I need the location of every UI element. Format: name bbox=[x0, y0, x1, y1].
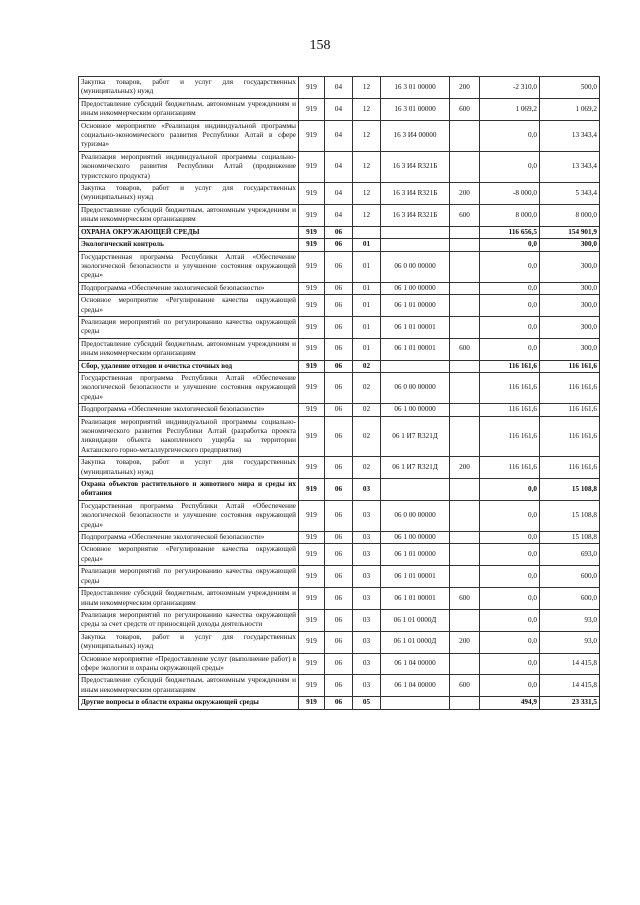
section-code-cell: 06 bbox=[325, 653, 353, 675]
section-code-cell: 06 bbox=[325, 316, 353, 338]
amount-total-cell: 154 901,9 bbox=[540, 226, 600, 238]
subsection-code-cell bbox=[353, 226, 381, 238]
amount-change-cell: 0,0 bbox=[480, 239, 540, 251]
subsection-code-cell: 01 bbox=[353, 239, 381, 251]
item-name-cell: Государственная программа Республики Алтай «Обеспечение экологической безопасности и улучшение состояния окружающей среды» bbox=[79, 500, 299, 531]
subsection-code-cell: 03 bbox=[353, 479, 381, 501]
target-article-cell: 16 3 И4 00000 bbox=[381, 120, 450, 151]
amount-change-cell: 116 161,6 bbox=[480, 360, 540, 372]
amount-total-cell: 14 415,8 bbox=[540, 675, 600, 697]
expense-type-cell bbox=[450, 609, 480, 631]
expense-type-cell: 600 bbox=[450, 338, 480, 360]
item-name-cell: Подпрограмма «Обеспечение экологической безопасности» bbox=[79, 532, 299, 544]
table-row bbox=[79, 372, 600, 403]
amount-total-cell: 93,0 bbox=[540, 631, 600, 653]
table-row bbox=[79, 282, 600, 294]
expense-type-cell bbox=[450, 226, 480, 238]
section-code-cell: 04 bbox=[325, 183, 353, 205]
page-number: 158 bbox=[309, 38, 331, 53]
table-row bbox=[79, 204, 600, 226]
amount-change-cell: 0,0 bbox=[480, 609, 540, 631]
grbs-code-cell: 919 bbox=[299, 457, 325, 479]
subsection-code-cell: 02 bbox=[353, 372, 381, 403]
amount-change-cell: 494,9 bbox=[480, 697, 540, 709]
section-code-cell: 06 bbox=[325, 251, 353, 282]
target-article-cell: 06 1 00 00000 bbox=[381, 532, 450, 544]
item-name-cell: Реализация мероприятий индивидуальной программы социально-экономического развития Республики Алтай (продвижение туристского продукта) bbox=[79, 151, 299, 182]
table-row bbox=[79, 360, 600, 372]
item-name-cell: Предоставление субсидий бюджетным, автономным учреждениям и иным некоммерческим организациям bbox=[79, 98, 299, 120]
expense-type-cell bbox=[450, 239, 480, 251]
expense-type-cell bbox=[450, 697, 480, 709]
subsection-code-cell: 01 bbox=[353, 251, 381, 282]
expense-type-cell: 600 bbox=[450, 588, 480, 610]
amount-change-cell: 0,0 bbox=[480, 653, 540, 675]
section-code-cell: 06 bbox=[325, 675, 353, 697]
table-row bbox=[79, 631, 600, 653]
amount-total-cell: 15 108,8 bbox=[540, 532, 600, 544]
table-row bbox=[79, 295, 600, 317]
amount-total-cell: 300,0 bbox=[540, 282, 600, 294]
expense-type-cell bbox=[450, 316, 480, 338]
amount-total-cell: 300,0 bbox=[540, 239, 600, 251]
section-code-cell: 06 bbox=[325, 226, 353, 238]
amount-total-cell: 300,0 bbox=[540, 295, 600, 317]
grbs-code-cell: 919 bbox=[299, 416, 325, 457]
section-code-cell: 04 bbox=[325, 120, 353, 151]
table-row bbox=[79, 653, 600, 675]
section-code-cell: 04 bbox=[325, 204, 353, 226]
target-article-cell: 06 0 00 00000 bbox=[381, 251, 450, 282]
table-row bbox=[79, 151, 600, 182]
section-code-cell: 04 bbox=[325, 98, 353, 120]
amount-change-cell: 116 161,6 bbox=[480, 416, 540, 457]
table-row bbox=[79, 416, 600, 457]
item-name-cell: Сбор, удаление отходов и очистка сточных вод bbox=[79, 360, 299, 372]
section-code-cell: 06 bbox=[325, 500, 353, 531]
amount-change-cell: 0,0 bbox=[480, 338, 540, 360]
subsection-code-cell: 01 bbox=[353, 338, 381, 360]
table-row bbox=[79, 183, 600, 205]
grbs-code-cell: 919 bbox=[299, 251, 325, 282]
target-article-cell bbox=[381, 697, 450, 709]
item-name-cell: Экологический контроль bbox=[79, 239, 299, 251]
grbs-code-cell: 919 bbox=[299, 338, 325, 360]
grbs-code-cell: 919 bbox=[299, 697, 325, 709]
target-article-cell: 06 1 04 00000 bbox=[381, 653, 450, 675]
amount-total-cell: 600,0 bbox=[540, 566, 600, 588]
amount-total-cell: 500,0 bbox=[540, 77, 600, 99]
target-article-cell bbox=[381, 360, 450, 372]
expense-type-cell: 600 bbox=[450, 98, 480, 120]
amount-total-cell: 1 069,2 bbox=[540, 98, 600, 120]
grbs-code-cell: 919 bbox=[299, 631, 325, 653]
section-code-cell: 06 bbox=[325, 338, 353, 360]
item-name-cell: Предоставление субсидий бюджетным, автономным учреждениям и иным некоммерческим организациям bbox=[79, 588, 299, 610]
amount-total-cell: 300,0 bbox=[540, 338, 600, 360]
section-code-cell: 06 bbox=[325, 566, 353, 588]
subsection-code-cell: 12 bbox=[353, 183, 381, 205]
target-article-cell: 16 3 И4 R321Б bbox=[381, 151, 450, 182]
expense-type-cell bbox=[450, 120, 480, 151]
table-row bbox=[79, 98, 600, 120]
table-row bbox=[79, 532, 600, 544]
subsection-code-cell: 12 bbox=[353, 120, 381, 151]
expense-type-cell bbox=[450, 544, 480, 566]
target-article-cell: 06 1 00 00000 bbox=[381, 404, 450, 416]
table-row bbox=[79, 566, 600, 588]
subsection-code-cell: 01 bbox=[353, 295, 381, 317]
target-article-cell: 06 1 01 00000 bbox=[381, 295, 450, 317]
item-name-cell: Реализация мероприятий по регулированию качества окружающей среды bbox=[79, 316, 299, 338]
item-name-cell: Подпрограмма «Обеспечение экологической безопасности» bbox=[79, 282, 299, 294]
target-article-cell: 06 1 04 00000 bbox=[381, 675, 450, 697]
target-article-cell: 16 3 01 00000 bbox=[381, 98, 450, 120]
item-name-cell: ОХРАНА ОКРУЖАЮЩЕЙ СРЕДЫ bbox=[79, 226, 299, 238]
amount-change-cell: 0,0 bbox=[480, 295, 540, 317]
target-article-cell: 06 1 И7 R321Д bbox=[381, 416, 450, 457]
target-article-cell: 06 1 01 00000 bbox=[381, 544, 450, 566]
amount-total-cell: 93,0 bbox=[540, 609, 600, 631]
amount-total-cell: 15 108,8 bbox=[540, 500, 600, 531]
target-article-cell: 06 0 00 00000 bbox=[381, 500, 450, 531]
subsection-code-cell: 03 bbox=[353, 532, 381, 544]
item-name-cell: Охрана объектов растительного и животного мира и среды их обитания bbox=[79, 479, 299, 501]
amount-total-cell: 8 000,0 bbox=[540, 204, 600, 226]
amount-change-cell: 0,0 bbox=[480, 282, 540, 294]
grbs-code-cell: 919 bbox=[299, 500, 325, 531]
grbs-code-cell: 919 bbox=[299, 183, 325, 205]
item-name-cell: Государственная программа Республики Алтай «Обеспечение экологической безопасности и улучшение состояния окружающей среды» bbox=[79, 372, 299, 403]
section-code-cell: 04 bbox=[325, 151, 353, 182]
table-row bbox=[79, 316, 600, 338]
expense-type-cell bbox=[450, 151, 480, 182]
table-row bbox=[79, 697, 600, 709]
section-code-cell: 06 bbox=[325, 697, 353, 709]
grbs-code-cell: 919 bbox=[299, 653, 325, 675]
subsection-code-cell: 02 bbox=[353, 360, 381, 372]
item-name-cell: Закупка товаров, работ и услуг для государственных (муниципальных) нужд bbox=[79, 457, 299, 479]
grbs-code-cell: 919 bbox=[299, 98, 325, 120]
grbs-code-cell: 919 bbox=[299, 675, 325, 697]
amount-change-cell: 0,0 bbox=[480, 316, 540, 338]
section-code-cell: 06 bbox=[325, 588, 353, 610]
subsection-code-cell: 03 bbox=[353, 500, 381, 531]
table-row bbox=[79, 251, 600, 282]
subsection-code-cell: 12 bbox=[353, 151, 381, 182]
expense-type-cell: 600 bbox=[450, 675, 480, 697]
item-name-cell: Государственная программа Республики Алтай «Обеспечение экологической безопасности и улучшение состояния окружающей среды» bbox=[79, 251, 299, 282]
amount-change-cell: 116 161,6 bbox=[480, 457, 540, 479]
expense-type-cell bbox=[450, 416, 480, 457]
amount-change-cell: 0,0 bbox=[480, 532, 540, 544]
amount-total-cell: 13 343,4 bbox=[540, 151, 600, 182]
amount-change-cell: 0,0 bbox=[480, 566, 540, 588]
amount-change-cell: 116 161,6 bbox=[480, 404, 540, 416]
subsection-code-cell: 03 bbox=[353, 609, 381, 631]
expense-type-cell bbox=[450, 404, 480, 416]
grbs-code-cell: 919 bbox=[299, 226, 325, 238]
table-row bbox=[79, 404, 600, 416]
subsection-code-cell: 03 bbox=[353, 566, 381, 588]
amount-total-cell: 5 343,4 bbox=[540, 183, 600, 205]
item-name-cell: Основное мероприятие «Регулирование качества окружающей среды» bbox=[79, 295, 299, 317]
amount-total-cell: 14 415,8 bbox=[540, 653, 600, 675]
expense-type-cell bbox=[450, 500, 480, 531]
expense-type-cell bbox=[450, 282, 480, 294]
item-name-cell: Предоставление субсидий бюджетным, автономным учреждениям и иным некоммерческим организациям bbox=[79, 338, 299, 360]
amount-change-cell: 0,0 bbox=[480, 151, 540, 182]
amount-total-cell: 116 161,6 bbox=[540, 360, 600, 372]
grbs-code-cell: 919 bbox=[299, 120, 325, 151]
section-code-cell: 06 bbox=[325, 404, 353, 416]
section-code-cell: 06 bbox=[325, 479, 353, 501]
expense-type-cell bbox=[450, 532, 480, 544]
grbs-code-cell: 919 bbox=[299, 316, 325, 338]
item-name-cell: Предоставление субсидий бюджетным, автономным учреждениям и иным некоммерческим организациям bbox=[79, 204, 299, 226]
target-article-cell: 06 0 00 00000 bbox=[381, 372, 450, 403]
item-name-cell: Другие вопросы в области охраны окружающей среды bbox=[79, 697, 299, 709]
subsection-code-cell: 03 bbox=[353, 631, 381, 653]
amount-total-cell: 116 161,6 bbox=[540, 457, 600, 479]
table-row bbox=[79, 120, 600, 151]
amount-total-cell: 300,0 bbox=[540, 251, 600, 282]
expense-type-cell: 200 bbox=[450, 183, 480, 205]
item-name-cell: Основное мероприятие «Предоставление услуг (выполнение работ) в сфере экологии и охраны окружающей среды» bbox=[79, 653, 299, 675]
table-row bbox=[79, 588, 600, 610]
target-article-cell: 06 1 01 0000Д bbox=[381, 609, 450, 631]
section-code-cell: 06 bbox=[325, 282, 353, 294]
section-code-cell: 06 bbox=[325, 360, 353, 372]
target-article-cell: 06 1 01 00001 bbox=[381, 588, 450, 610]
grbs-code-cell: 919 bbox=[299, 295, 325, 317]
amount-total-cell: 693,0 bbox=[540, 544, 600, 566]
target-article-cell: 16 3 01 00000 bbox=[381, 77, 450, 99]
amount-total-cell: 13 343,4 bbox=[540, 120, 600, 151]
subsection-code-cell: 01 bbox=[353, 282, 381, 294]
amount-change-cell: 0,0 bbox=[480, 479, 540, 501]
expense-type-cell: 200 bbox=[450, 631, 480, 653]
expense-type-cell bbox=[450, 360, 480, 372]
item-name-cell: Предоставление субсидий бюджетным, автономным учреждениям и иным некоммерческим организациям bbox=[79, 675, 299, 697]
table-row bbox=[79, 239, 600, 251]
grbs-code-cell: 919 bbox=[299, 204, 325, 226]
amount-change-cell: 1 069,2 bbox=[480, 98, 540, 120]
amount-total-cell: 116 161,6 bbox=[540, 372, 600, 403]
table-row bbox=[79, 226, 600, 238]
item-name-cell: Подпрограмма «Обеспечение экологической безопасности» bbox=[79, 404, 299, 416]
grbs-code-cell: 919 bbox=[299, 404, 325, 416]
amount-change-cell: -8 000,0 bbox=[480, 183, 540, 205]
amount-total-cell: 15 108,8 bbox=[540, 479, 600, 501]
subsection-code-cell: 12 bbox=[353, 77, 381, 99]
table-row bbox=[79, 544, 600, 566]
amount-total-cell: 23 331,5 bbox=[540, 697, 600, 709]
target-article-cell: 06 1 01 00001 bbox=[381, 566, 450, 588]
subsection-code-cell: 02 bbox=[353, 457, 381, 479]
amount-change-cell: 0,0 bbox=[480, 588, 540, 610]
grbs-code-cell: 919 bbox=[299, 282, 325, 294]
section-code-cell: 06 bbox=[325, 609, 353, 631]
target-article-cell: 06 1 И7 R321Д bbox=[381, 457, 450, 479]
grbs-code-cell: 919 bbox=[299, 151, 325, 182]
table-row bbox=[79, 479, 600, 501]
subsection-code-cell: 02 bbox=[353, 404, 381, 416]
expense-type-cell bbox=[450, 295, 480, 317]
amount-total-cell: 116 161,6 bbox=[540, 416, 600, 457]
subsection-code-cell: 03 bbox=[353, 653, 381, 675]
item-name-cell: Реализация мероприятий по регулированию качества окружающей среды bbox=[79, 566, 299, 588]
grbs-code-cell: 919 bbox=[299, 566, 325, 588]
grbs-code-cell: 919 bbox=[299, 609, 325, 631]
target-article-cell: 06 1 01 00001 bbox=[381, 316, 450, 338]
target-article-cell bbox=[381, 479, 450, 501]
subsection-code-cell: 01 bbox=[353, 316, 381, 338]
target-article-cell bbox=[381, 226, 450, 238]
budget-table bbox=[78, 76, 600, 710]
subsection-code-cell: 03 bbox=[353, 544, 381, 566]
grbs-code-cell: 919 bbox=[299, 479, 325, 501]
amount-total-cell: 600,0 bbox=[540, 588, 600, 610]
item-name-cell: Реализация мероприятий индивидуальной программы социально-экономического развития Республики Алтай (разработка проекта ликвидации объекта накопленного ущерба на территории Акташского горно-металлургического предприятия) bbox=[79, 416, 299, 457]
amount-change-cell: 0,0 bbox=[480, 631, 540, 653]
table-row bbox=[79, 338, 600, 360]
item-name-cell: Закупка товаров, работ и услуг для государственных (муниципальных) нужд bbox=[79, 631, 299, 653]
grbs-code-cell: 919 bbox=[299, 532, 325, 544]
section-code-cell: 06 bbox=[325, 295, 353, 317]
item-name-cell: Основное мероприятие «Реализация индивидуальной программы социально-экономического развития Республики Алтай в сфере туризма» bbox=[79, 120, 299, 151]
grbs-code-cell: 919 bbox=[299, 77, 325, 99]
grbs-code-cell: 919 bbox=[299, 372, 325, 403]
expense-type-cell bbox=[450, 566, 480, 588]
section-code-cell: 06 bbox=[325, 457, 353, 479]
table-row bbox=[79, 609, 600, 631]
item-name-cell: Основное мероприятие «Регулирование качества окружающей среды» bbox=[79, 544, 299, 566]
amount-change-cell: 0,0 bbox=[480, 544, 540, 566]
table-row bbox=[79, 675, 600, 697]
section-code-cell: 06 bbox=[325, 239, 353, 251]
subsection-code-cell: 03 bbox=[353, 588, 381, 610]
table-row bbox=[79, 77, 600, 99]
target-article-cell: 06 1 01 00001 bbox=[381, 338, 450, 360]
grbs-code-cell: 919 bbox=[299, 544, 325, 566]
amount-total-cell: 300,0 bbox=[540, 316, 600, 338]
amount-change-cell: 0,0 bbox=[480, 675, 540, 697]
subsection-code-cell: 02 bbox=[353, 416, 381, 457]
grbs-code-cell: 919 bbox=[299, 239, 325, 251]
amount-change-cell: 0,0 bbox=[480, 251, 540, 282]
amount-total-cell: 116 161,6 bbox=[540, 404, 600, 416]
amount-change-cell: 8 000,0 bbox=[480, 204, 540, 226]
subsection-code-cell: 05 bbox=[353, 697, 381, 709]
target-article-cell: 16 3 И4 R321Б bbox=[381, 183, 450, 205]
section-code-cell: 06 bbox=[325, 532, 353, 544]
expense-type-cell: 200 bbox=[450, 457, 480, 479]
item-name-cell: Реализация мероприятий по регулированию качества окружающей среды за счет средств от приносящей доходы деятельности bbox=[79, 609, 299, 631]
grbs-code-cell: 919 bbox=[299, 360, 325, 372]
item-name-cell: Закупка товаров, работ и услуг для государственных (муниципальных) нужд bbox=[79, 183, 299, 205]
item-name-cell: Закупка товаров, работ и услуг для государственных (муниципальных) нужд bbox=[79, 77, 299, 99]
section-code-cell: 06 bbox=[325, 372, 353, 403]
grbs-code-cell: 919 bbox=[299, 588, 325, 610]
section-code-cell: 06 bbox=[325, 416, 353, 457]
subsection-code-cell: 03 bbox=[353, 675, 381, 697]
expense-type-cell bbox=[450, 653, 480, 675]
section-code-cell: 06 bbox=[325, 631, 353, 653]
amount-change-cell: 116 161,6 bbox=[480, 372, 540, 403]
expense-type-cell: 200 bbox=[450, 77, 480, 99]
amount-change-cell: 0,0 bbox=[480, 500, 540, 531]
section-code-cell: 04 bbox=[325, 77, 353, 99]
target-article-cell: 16 3 И4 R321Б bbox=[381, 204, 450, 226]
expense-type-cell bbox=[450, 372, 480, 403]
expense-type-cell bbox=[450, 479, 480, 501]
subsection-code-cell: 12 bbox=[353, 204, 381, 226]
amount-change-cell: 0,0 bbox=[480, 120, 540, 151]
subsection-code-cell: 12 bbox=[353, 98, 381, 120]
expense-type-cell bbox=[450, 251, 480, 282]
amount-change-cell: 116 656,5 bbox=[480, 226, 540, 238]
target-article-cell: 06 1 00 00000 bbox=[381, 282, 450, 294]
target-article-cell: 06 1 01 0000Д bbox=[381, 631, 450, 653]
amount-change-cell: -2 310,0 bbox=[480, 77, 540, 99]
expense-type-cell: 600 bbox=[450, 204, 480, 226]
section-code-cell: 06 bbox=[325, 544, 353, 566]
table-row bbox=[79, 457, 600, 479]
table-row bbox=[79, 500, 600, 531]
target-article-cell bbox=[381, 239, 450, 251]
